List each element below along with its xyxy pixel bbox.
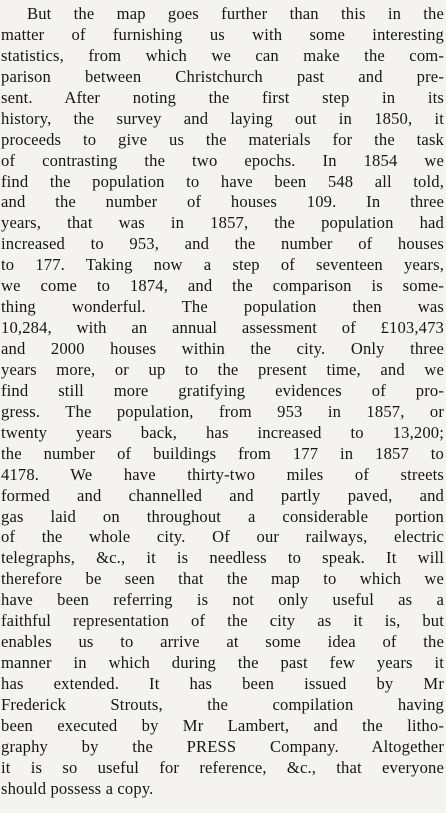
article-line: manner in which during the past few years it <box>1 653 444 673</box>
article-line: history, the survey and laying out in 1850, it <box>1 108 444 128</box>
article-line: find the population to have been 548 all told, <box>1 171 444 191</box>
article-line: sent. After noting the first step in its <box>1 87 444 107</box>
article-line: and the number of houses 109. In three <box>1 192 444 212</box>
article-line: twenty years back, has increased to 13,200; <box>1 422 444 442</box>
article-line: faithful representation of the city as it is, but <box>1 611 444 631</box>
article-line: 10,284, with an annual assessment of £103,473 <box>1 318 444 338</box>
article-line: graphy by the PRESS Company. Altogether <box>1 736 444 756</box>
article-line: thing wonderful. The population then was <box>1 297 444 317</box>
article-line: we come to 1874, and the comparison is some- <box>1 276 444 296</box>
article-line: proceeds to give us the materials for the task <box>1 129 444 149</box>
article-line: years, that was in 1857, the population had <box>1 213 444 233</box>
article-line: been executed by Mr Lambert, and the litho- <box>1 715 444 735</box>
article-line: parison between Christchurch past and pre- <box>1 66 444 86</box>
article-line: enables us to arrive at some idea of the <box>1 632 444 652</box>
article-line: of the whole city. Of our railways, electric <box>1 527 444 547</box>
article-line: gas laid on throughout a considerable portion <box>1 506 444 526</box>
article-line: should possess a copy. <box>1 778 154 798</box>
article-line: matter of furnishing us with some interesting <box>1 24 444 44</box>
article-line: gress. The population, from 953 in 1857, or <box>1 401 444 421</box>
article-line: years more, or up to the present time, and we <box>1 359 444 379</box>
article-line: find still more gratifying evidences of pro- <box>1 380 444 400</box>
article-line: it is so useful for reference, &c., that everyone <box>1 757 444 777</box>
article-line: of contrasting the two epochs. In 1854 we <box>1 150 444 170</box>
article-line: has extended. It has been issued by Mr <box>1 674 444 693</box>
article-line: 4178. We have thirty-two miles of streets <box>1 464 444 484</box>
article-line: But the map goes further than this in the <box>27 4 444 23</box>
article-line: formed and channelled and partly paved, and <box>1 485 444 505</box>
article-line: have been referring is not only useful as a <box>1 590 444 610</box>
article-line: Frederick Strouts, the compilation having <box>1 694 444 714</box>
article-column <box>0 4 446 800</box>
article-line: to 177. Taking now a step of seventeen years, <box>1 255 444 275</box>
article-line: statistics, from which we can make the com- <box>1 45 444 65</box>
article-line: therefore be seen that the map to which we <box>1 569 444 589</box>
article-line: the number of buildings from 177 in 1857 to <box>1 443 444 463</box>
article-line: increased to 953, and the number of houses <box>1 234 444 254</box>
article-line: and 2000 houses within the city. Only three <box>1 339 444 358</box>
article-line: telegraphs, &c., it is needless to speak. It will <box>1 548 444 568</box>
